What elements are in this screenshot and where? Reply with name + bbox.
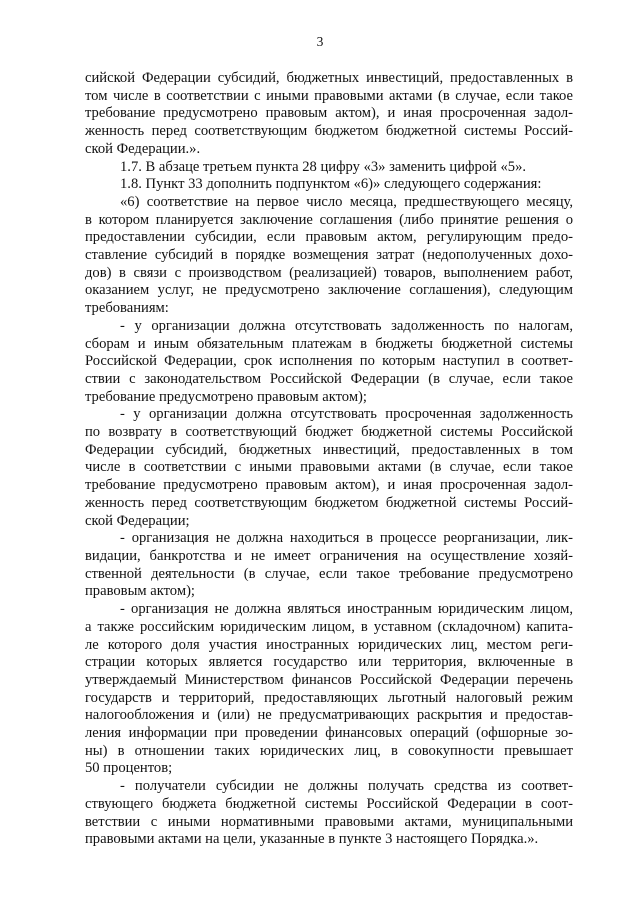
text-line: правовыми актами на цели, указанные в пункте 3 настоящего Порядка.».	[85, 831, 539, 848]
text-line: - организация не должна находиться в процессе реорганизации, лик-	[120, 530, 573, 547]
text-line: оказанием услуг, не предусмотрено заключение соглашения), следующим	[85, 282, 573, 299]
text-line: налогообложения и (или) не предусматривающих раскрытия и предостав-	[85, 707, 573, 724]
page-number: 3	[316, 34, 324, 49]
text-line: Российской Федерации, срок исполнения по которым наступил в соответ-	[85, 353, 573, 370]
text-line: ской Федерации;	[85, 512, 190, 529]
text-line: ственной деятельности (в случае, если такое требование предусмотрено	[85, 565, 573, 582]
text-line: правовым актом);	[85, 583, 195, 600]
text-line: 1.8. Пункт 33 дополнить подпунктом «6)» следующего содержания:	[120, 176, 542, 193]
text-line: том числе в соответствии с иными правовыми актами (в случае, если такое	[85, 87, 573, 104]
text-line: ления информации при проведении финансовых операций (офшорные зо-	[85, 725, 573, 742]
text-line: ствующего бюджета бюджетной системы Российской Федерации в соот-	[85, 795, 573, 812]
text-line: предоставлении субсидии, если правовым актом, регулирующим предо-	[85, 229, 573, 246]
document-body	[85, 70, 573, 849]
text-line: сийской Федерации субсидий, бюджетных инвестиций, предоставленных в	[85, 70, 573, 86]
text-line: - у организации должна отсутствовать просроченная задолженность	[120, 406, 573, 423]
text-line: ны) в отношении таких юридических лиц, в совокупности превышает	[85, 742, 573, 759]
text-line: требование предусмотрено правовым актом), и иная просроченная задол-	[85, 477, 573, 494]
text-line: ветствии с иными нормативными правовыми актами, муниципальными	[85, 813, 573, 830]
text-line: числе в соответствии с иными правовыми актами (в случае, если такое	[85, 459, 573, 476]
text-line: требованиям:	[85, 300, 169, 317]
text-line: страции которых является государство или территория, включенные в	[85, 654, 573, 671]
text-line: 50 процентов;	[85, 760, 173, 777]
text-line: ле которого доля участия иностранных юридических лиц, местом реги-	[85, 636, 573, 653]
text-line: требование предусмотрено правовым актом);	[85, 388, 367, 405]
text-line: ской Федерации.».	[85, 140, 201, 157]
text-line: утверждаемый Министерством финансов Российской Федерации перечень	[85, 671, 573, 688]
text-line: - организация не должна являться иностранным юридическим лицом,	[120, 601, 573, 618]
text-line: 1.7. В абзаце третьем пункта 28 цифру «3» заменить цифрой «5».	[120, 158, 527, 175]
text-line: а также российским юридическим лицом, в уставном (складочном) капита-	[85, 618, 573, 635]
text-line: требование предусмотрено правовым актом), и иная просроченная задол-	[85, 105, 573, 122]
text-line: Федерации субсидий, бюджетных инвестиций, предоставленных в том	[85, 441, 573, 458]
text-line: сборам и иным обязательным платежам в бюджеты бюджетной системы	[85, 335, 573, 352]
text-line: ставление субсидий в порядке возмещения затрат (недополученных дохо-	[85, 247, 573, 264]
text-line: государств и территорий, предоставляющих льготный налоговый режим	[85, 689, 573, 706]
text-line: женность перед соответствующим бюджетом бюджетной системы Россий-	[85, 123, 573, 140]
text-line: женность перед соответствующим бюджетом бюджетной системы Россий-	[85, 494, 573, 511]
text-line: - у организации должна отсутствовать задолженность по налогам,	[120, 317, 573, 334]
text-line: в котором планируется заключение соглашения (либо принятие решения о	[85, 211, 573, 228]
text-line: ствии с законодательством Российской Федерации (в случае, если такое	[85, 370, 573, 387]
text-line: по возврату в соответствующий бюджет бюджетной системы Российской	[85, 424, 573, 441]
text-line: дов) в связи с производством (реализацией) товаров, выполнением работ,	[85, 264, 573, 281]
text-line: видации, банкротства и не имеет ограничения на осуществление хозяй-	[85, 547, 573, 564]
text-line: «6) соответствие на первое число месяца, предшествующего месяцу,	[120, 193, 573, 210]
text-line: - получатели субсидии не должны получать средства из соответ-	[120, 778, 573, 795]
